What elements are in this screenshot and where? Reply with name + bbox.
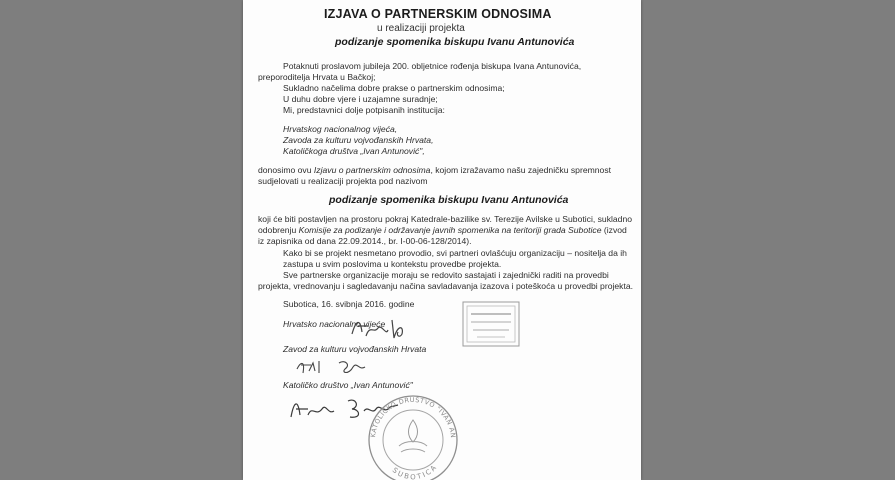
svg-text:KATOLIČKO DRUŠTVO "IVAN ANTUNO: KATOLIČKO DRUŠTVO "IVAN AN xyxy=(369,395,458,439)
institution-1: Hrvatskog nacionalnog vijeća, xyxy=(283,124,398,134)
implementation-line-1: Kako bi se projekt nesmetano provodio, svi partneri ovlašćuju organizaciju – nositelja da ih xyxy=(283,248,627,258)
declaration-text: donosimo ovu xyxy=(258,165,314,175)
declaration-text-end: , kojom izražavamo našu zajedničku spremnost xyxy=(430,165,612,175)
intro-line-3: Sukladno načelima dobre prakse o partnerskim odnosima; xyxy=(283,83,505,93)
location-line-2 xyxy=(258,226,627,235)
signatory-2-label: Zavod za kulturu vojvođanskih Hrvata xyxy=(283,344,427,354)
project-name-heading: podizanje spomenika biskupu Ivanu Antunovića xyxy=(335,36,575,48)
cooperation-line-2: projekta, vrednovanju i sagledavanju načina savladavanja izazova i poteškoća u provedbi projekta. xyxy=(258,281,634,291)
declaration-line-2: sudjelovati u realizaciji projekta pod nazivom xyxy=(258,176,428,186)
scan-background-right xyxy=(640,0,895,480)
scan-background-left xyxy=(0,0,250,480)
project-name-center: podizanje spomenika biskupu Ivanu Antunovića xyxy=(329,194,569,206)
signatory-1-label: Hrvatsko nacionalno vijeće xyxy=(283,319,386,329)
document-page xyxy=(243,0,641,480)
official-stamp-round xyxy=(363,390,463,480)
official-stamp-rectangular xyxy=(461,300,523,355)
location-line-3: iz zapisnika od dana 22.09.2014., br. I-00-06-128/2014). xyxy=(258,236,472,246)
location-line-1: koji će biti postavljen na prostoru pokraj Katedrale-bazilike sv. Terezije Avilske u Subotici, sukladno xyxy=(258,214,633,224)
document-title: IZJAVA O PARTNERSKIM ODNOSIMA xyxy=(324,7,552,21)
location-text: odobrenju xyxy=(258,225,299,235)
declaration-italic: Izjavu o partnerskim odnosima xyxy=(313,165,431,175)
cooperation-line-1: Sve partnerske organizacije moraju se redovito sastajati i zajednički raditi na provedbi xyxy=(283,270,609,280)
intro-line-5: Mi, predstavnici dolje potpisanih institucija: xyxy=(283,105,445,115)
declaration-line-1 xyxy=(258,166,611,175)
signature-1 xyxy=(348,312,423,342)
document-subtitle: u realizaciji projekta xyxy=(377,23,465,34)
location-text-end: (izvod xyxy=(601,225,627,235)
commission-name: Komisije za podizanje i održavanje javnih spomenika na teritoriji grada Subotice xyxy=(298,225,602,235)
intro-line-4: U duhu dobre vjere i uzajamne suradnje; xyxy=(283,94,438,104)
institution-2: Zavoda za kulturu vojvođanskih Hrvata, xyxy=(283,135,434,145)
svg-text:SUBOTICA: SUBOTICA xyxy=(390,462,440,480)
intro-line-1: Potaknuti proslavom jubileja 200. obljetnice rođenja biskupa Ivana Antunovića, xyxy=(283,61,582,71)
signature-2 xyxy=(295,355,375,379)
implementation-line-2: zastupa u svim poslovima u kontekstu provedbe projekta. xyxy=(283,259,502,269)
institution-3: Katoličkoga društva „Ivan Antunović", xyxy=(283,146,425,156)
intro-line-2: preporoditelja Hrvata u Bačkoj; xyxy=(258,72,376,82)
place-and-date: Subotica, 16. svibnja 2016. godine xyxy=(283,299,415,309)
signatory-3-label: Katoličko društvo „Ivan Antunović" xyxy=(283,380,413,390)
